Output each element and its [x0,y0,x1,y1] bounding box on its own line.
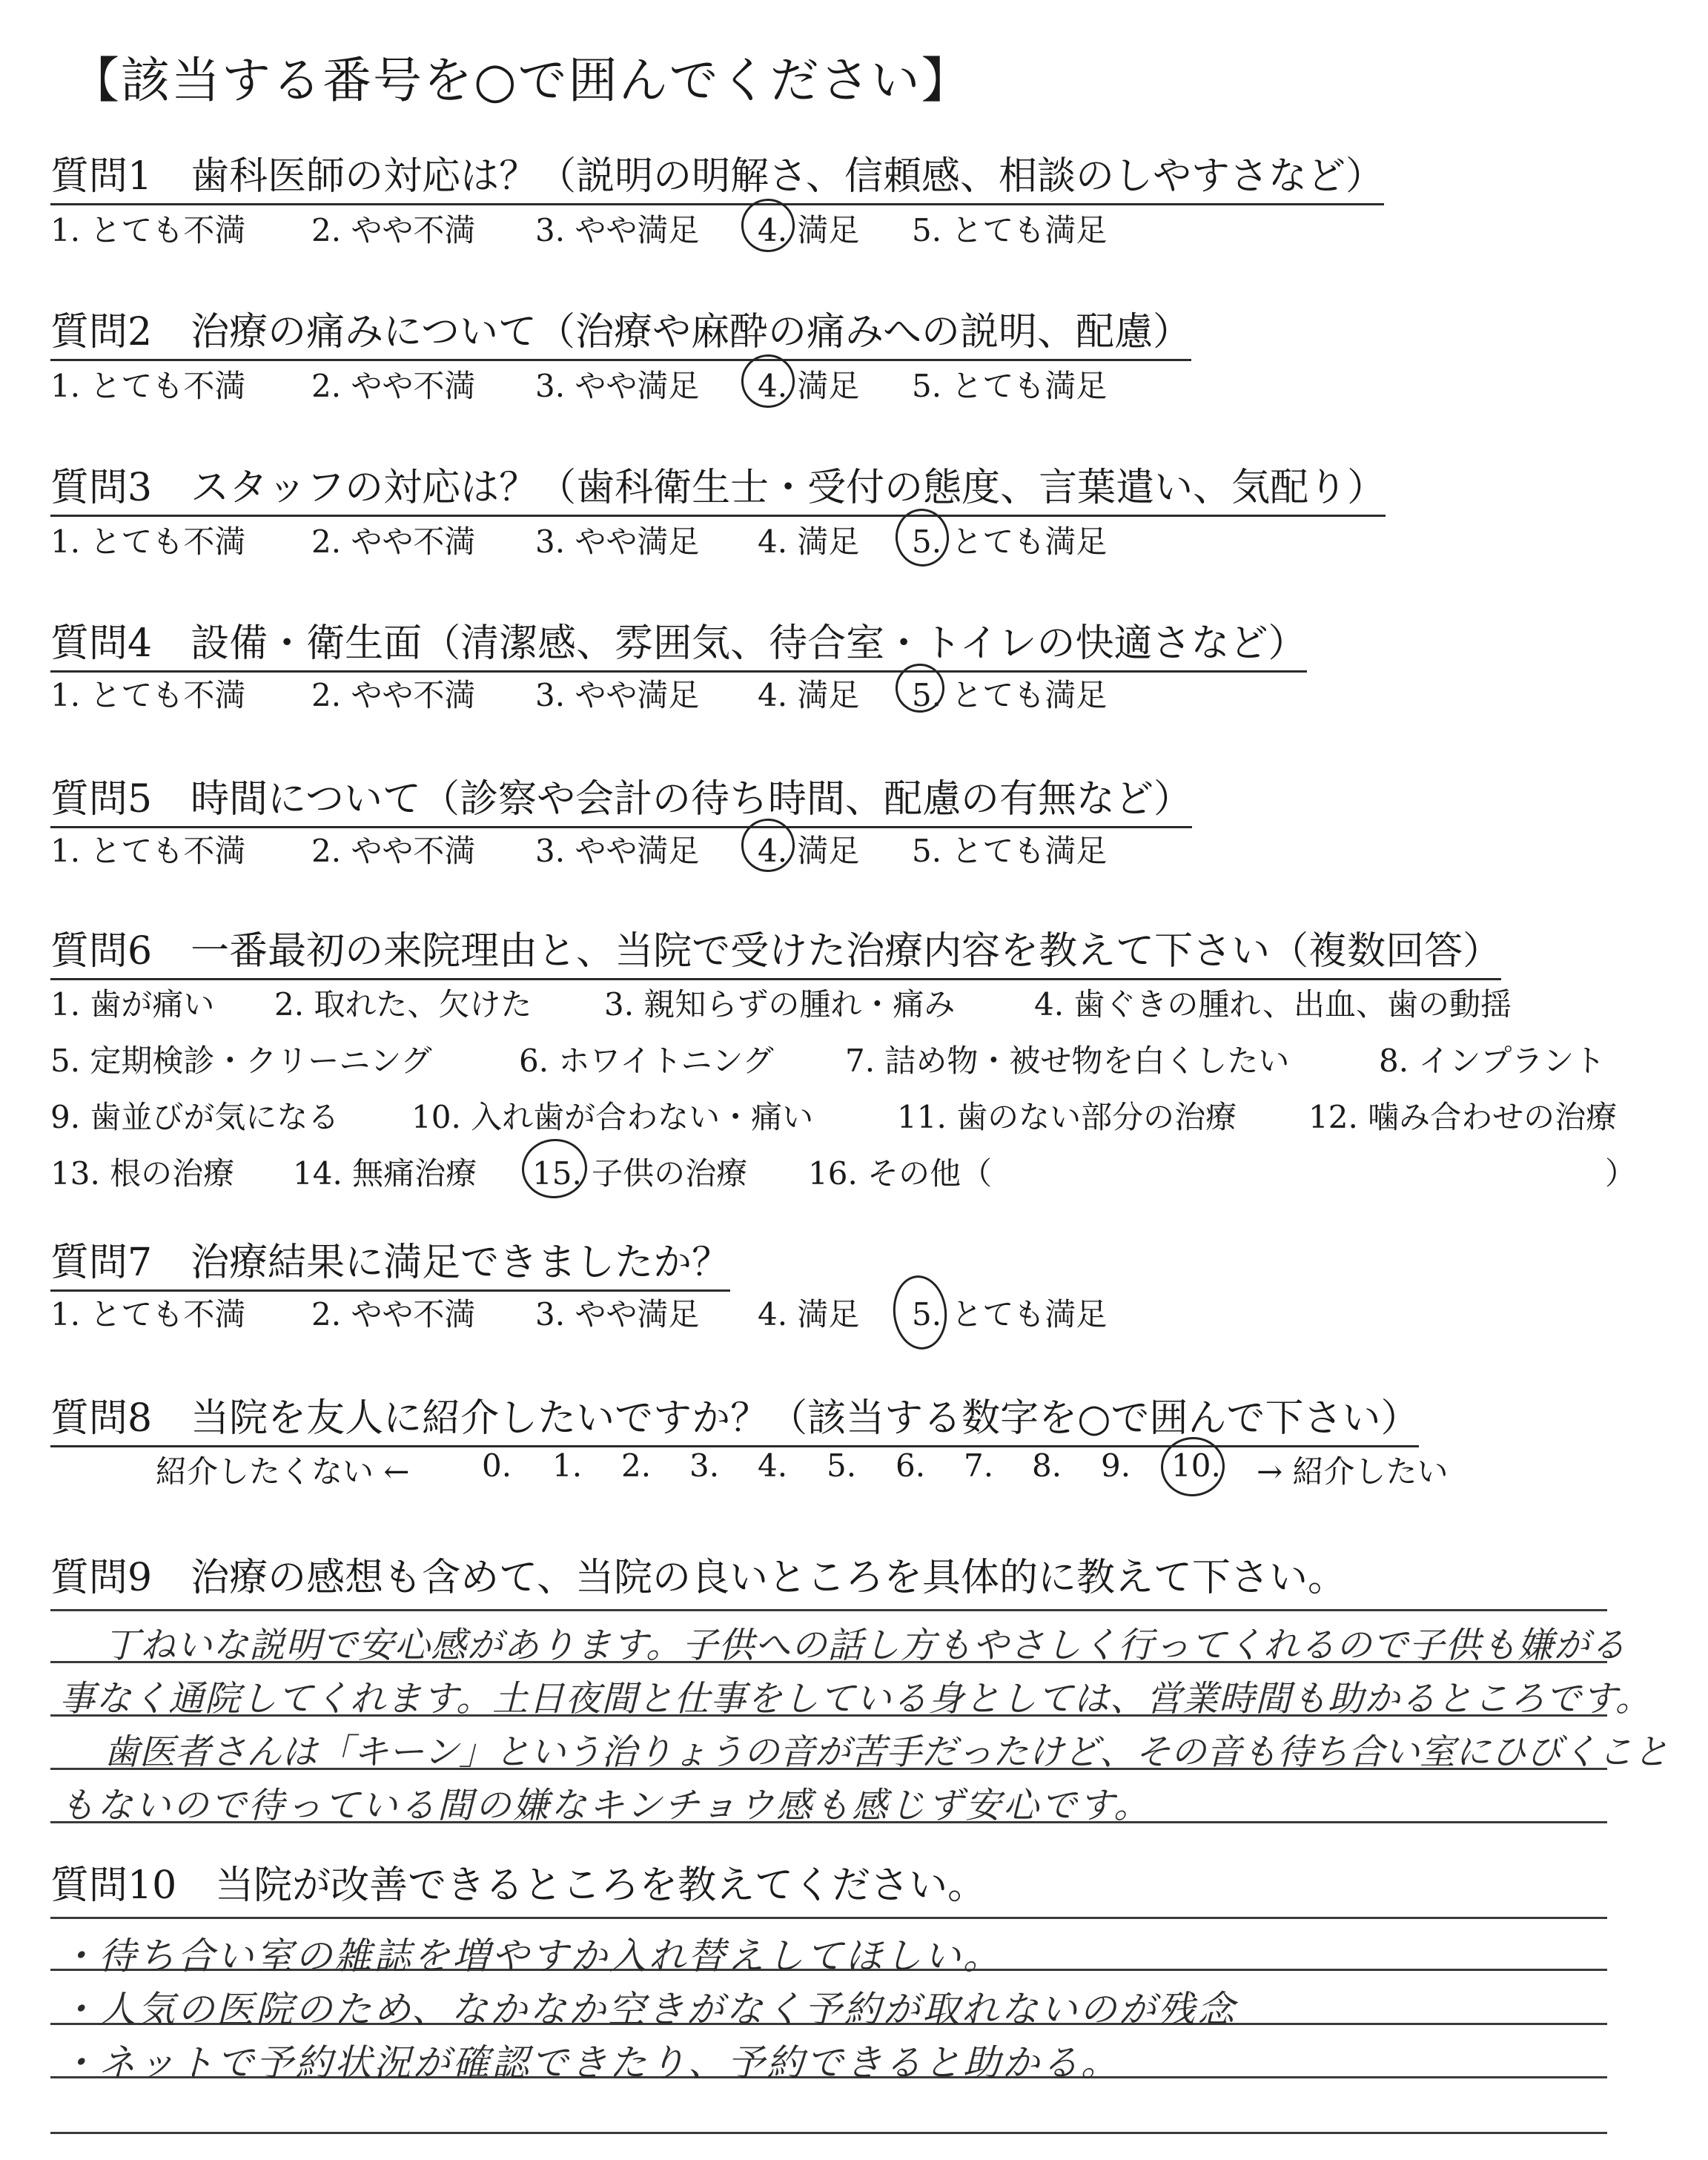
q6-other-close-paren: ） [1605,1155,1637,1192]
q6-option-14[interactable]: 14. 無痛治療 [293,1155,477,1192]
q6-option-15[interactable]: 15. 子供の治療 [532,1155,748,1192]
q8-right-label: → 紹介したい [1257,1453,1449,1490]
q1-option-3[interactable]: 3. やや満足 [535,212,700,248]
q8-option-8[interactable]: 8. [1032,1447,1062,1484]
q8-option-0[interactable]: 0. [482,1447,512,1484]
q6-option-16[interactable]: 16. その他（ [808,1155,993,1192]
q3-option-3[interactable]: 3. やや満足 [535,524,700,560]
q6-option-2[interactable]: 2. 取れた、欠けた [274,986,532,1023]
question-7-title: 質問7 治療結果に満足できましたか？ [50,1231,730,1292]
question-10-title: 質問10 当院が改善できるところを教えてください。 [50,1863,987,1908]
q6-option-1[interactable]: 1. 歯が痛い [50,986,215,1023]
q9-rule [50,1609,1607,1611]
question-2-title: 質問2 治療の痛みについて（治療や麻酔の痛みへの説明、配慮） [50,300,1191,361]
q6-option-12[interactable]: 12. 噛み合わせの治療 [1308,1099,1618,1135]
q2-option-4[interactable]: 4. 満足 [758,368,860,404]
q8-option-1[interactable]: 1. [552,1447,583,1484]
q10-rule [50,1917,1607,1919]
q3-option-5[interactable]: 5. とても満足 [912,524,1108,560]
q8-option-9[interactable]: 9. [1101,1447,1131,1484]
q8-option-2[interactable]: 2. [621,1447,652,1484]
q1-option-4[interactable]: 4. 満足 [758,212,860,248]
question-9-title: 質問9 治療の感想も含めて、当院の良いところを具体的に教えて下さい。 [50,1556,1347,1600]
q9-handwritten-line-3: 歯医者さんは「キーン」という治りょうの音が苦手だったけど、その音も待ち合い室にひびくこと [104,1731,1669,1773]
q7-option-4[interactable]: 4. 満足 [758,1296,860,1332]
q10-handwritten-line-2: ・人気の医院のため、なかなか空きがなく予約が取れないのが残念 [59,1988,1237,2031]
q2-option-5[interactable]: 5. とても満足 [912,368,1108,404]
q5-option-2[interactable]: 2. やや不満 [311,833,476,869]
q7-option-2[interactable]: 2. やや不満 [311,1296,476,1332]
question-4-title: 質問4 設備・衛生面（清潔感、雰囲気、待合室・トイレの快適さなど） [50,612,1307,673]
q4-option-1[interactable]: 1. とても不満 [50,677,246,713]
q6-option-6[interactable]: 6. ホワイトニング [519,1043,774,1079]
q6-option-5[interactable]: 5. 定期検診・クリーニング [50,1043,432,1079]
question-1-title: 質問1 歯科医師の対応は？（説明の明解さ、信頼感、相談のしやすさなど） [50,145,1384,205]
q3-option-4[interactable]: 4. 満足 [758,524,860,560]
q6-option-11[interactable]: 11. 歯のない部分の治療 [897,1099,1237,1135]
q8-option-4[interactable]: 4. [758,1447,788,1484]
q5-option-5[interactable]: 5. とても満足 [912,833,1108,869]
q9-handwritten-line-4: もないので待っている間の嫌なキンチョウ感も感じず安心です。 [59,1785,1152,1826]
q6-option-9[interactable]: 9. 歯並びが気になる [50,1099,340,1135]
q3-option-1[interactable]: 1. とても不満 [50,524,246,560]
q6-option-8[interactable]: 8. インプラント [1379,1043,1606,1079]
q4-option-4[interactable]: 4. 満足 [758,677,860,713]
q6-option-10[interactable]: 10. 入れ歯が合わない・痛い [411,1099,814,1135]
q2-option-2[interactable]: 2. やや不満 [311,368,476,404]
q7-selection-circle [890,1273,950,1353]
q5-option-4[interactable]: 4. 満足 [758,833,860,869]
q8-option-10[interactable]: 10. [1171,1447,1221,1484]
q1-option-1[interactable]: 1. とても不満 [50,212,246,248]
q3-option-2[interactable]: 2. やや不満 [311,524,476,560]
q6-option-7[interactable]: 7. 詰め物・被せ物を白くしたい [845,1043,1290,1079]
q2-option-3[interactable]: 3. やや満足 [535,368,700,404]
question-5-title: 質問5 時間について（診察や会計の待ち時間、配慮の有無など） [50,767,1192,828]
q10-handwritten-line-1: ・待ち合い室の雑誌を増やすか入れ替えしてほしい。 [59,1935,1002,1978]
q1-option-2[interactable]: 2. やや不満 [311,212,476,248]
q10-handwritten-line-3: ・ネットで予約状況が確認できたり、予約できると助かる。 [59,2041,1120,2084]
q2-option-1[interactable]: 1. とても不満 [50,368,246,404]
question-6-title: 質問6 一番最初の来院理由と、当院で受けた治療内容を教えて下さい（複数回答） [50,919,1501,980]
q7-option-1[interactable]: 1. とても不満 [50,1296,246,1332]
q9-handwritten-line-1: 丁ねいな説明で安心感があります。子供への話し方もやさしく行ってくれるので子供も嫌がる [104,1625,1627,1666]
q8-option-3[interactable]: 3. [689,1447,720,1484]
q6-option-4[interactable]: 4. 歯ぐきの腫れ、出血、歯の動揺 [1034,986,1512,1023]
q5-option-1[interactable]: 1. とても不満 [50,833,246,869]
q8-left-label: 紹介したくない ← [156,1453,410,1490]
q8-option-7[interactable]: 7. [964,1447,994,1484]
q8-option-5[interactable]: 5. [827,1447,857,1484]
q4-option-3[interactable]: 3. やや満足 [535,677,700,713]
question-8-title: 質問8 当院を友人に紹介したいですか？（該当する数字を○で囲んで下さい） [50,1387,1419,1447]
page-title: 【該当する番号を○で囲んでください】 [70,52,972,109]
q5-option-3[interactable]: 3. やや満足 [535,833,700,869]
question-3-title: 質問3 スタッフの対応は？（歯科衛生士・受付の態度、言葉遣い、気配り） [50,456,1386,517]
q10-rule [50,2132,1607,2134]
q4-option-2[interactable]: 2. やや不満 [311,677,476,713]
q4-option-5[interactable]: 5. とても満足 [912,677,1108,713]
q6-option-3[interactable]: 3. 親知らずの腫れ・痛み [604,986,956,1023]
q1-option-5[interactable]: 5. とても満足 [912,212,1108,248]
q7-option-3[interactable]: 3. やや満足 [535,1296,700,1332]
q6-option-13[interactable]: 13. 根の治療 [50,1155,235,1192]
q8-option-6[interactable]: 6. [896,1447,926,1484]
q9-handwritten-line-2: 事なく通院してくれます。土日夜間と仕事をしている身としては、営業時間も助かるところです。 [59,1678,1652,1720]
q7-option-5[interactable]: 5. とても満足 [912,1296,1108,1332]
